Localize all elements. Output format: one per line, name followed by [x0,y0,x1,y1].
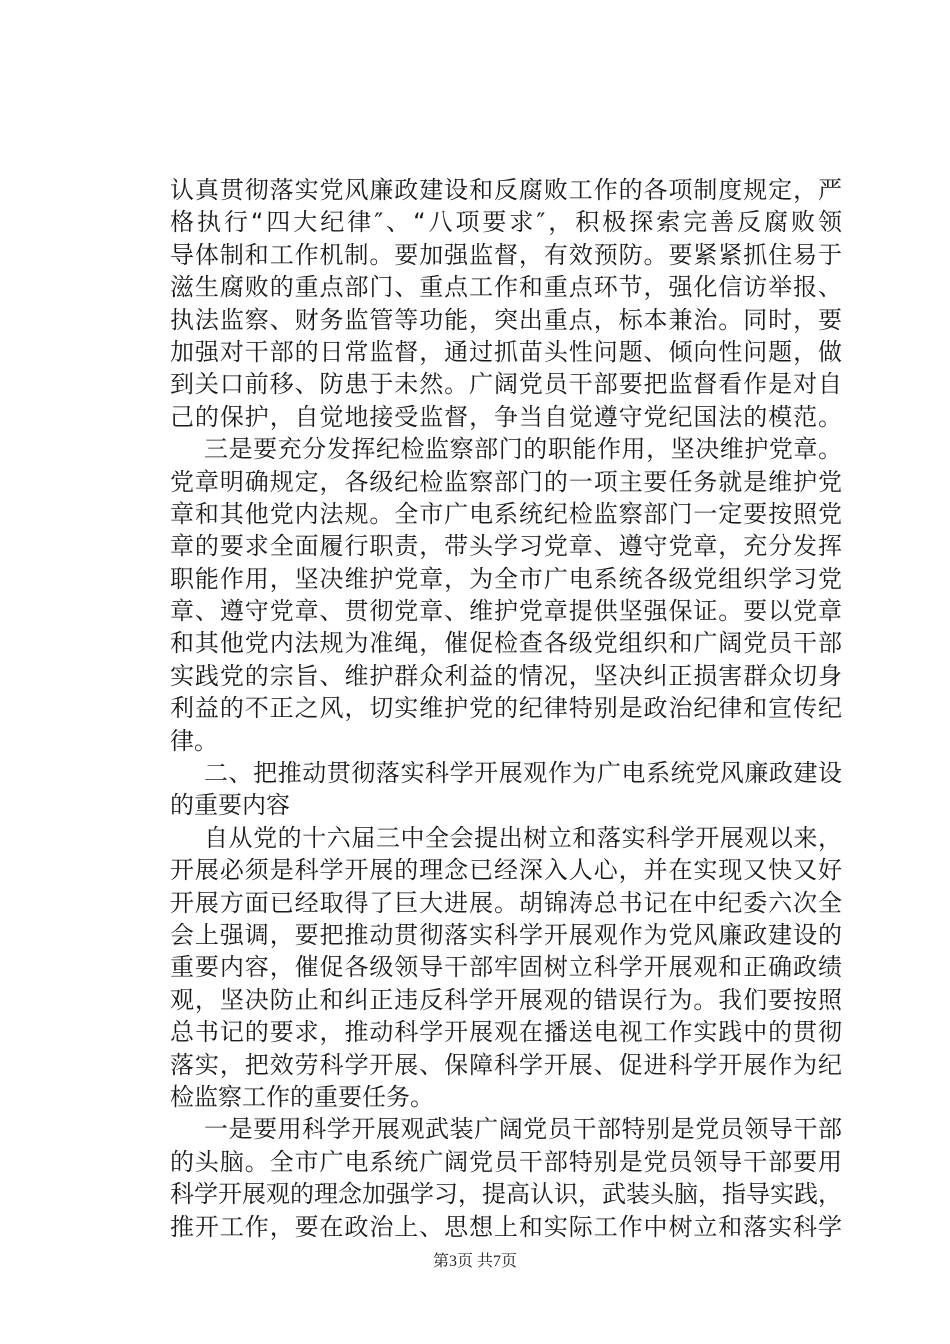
text-line: 导体制和工作机制。要加强监督，有效预防。要紧紧抓住易于 [170,240,842,269]
text-line: 自从党的十六届三中全会提出树立和落实科学开展观以来， [204,823,842,852]
text-line: 推开工作，要在政治上、思想上和实际工作中树立和落实科学 [170,1212,842,1241]
text-line: 的重要内容 [170,791,290,820]
text-line: 和其他党内法规为准绳，催促检查各级党组织和广阔党员干部 [170,629,842,658]
text-line: 己的保护，自觉地接受监督，争当自觉遵守党纪国法的模范。 [170,402,842,431]
text-line: 格执行“四大纪律″、“八项要求″，积极探索完善反腐败领 [170,208,842,237]
text-line: 总书记的要求，推动科学开展观在播送电视工作实践中的贯彻 [170,1018,842,1047]
text-line: 实践党的宗旨、维护群众利益的情况，坚决纠正损害群众切身 [170,661,842,690]
text-line: 律。 [170,726,218,755]
text-line: 会上强调，要把推动贯彻落实科学开展观作为党风廉政建设的 [170,920,842,949]
text-line: 章和其他党内法规。全市广电系统纪检监察部门一定要按照党 [170,499,842,528]
text-line: 一是要用科学开展观武装广阔党员干部特别是党员领导干部 [204,1115,842,1144]
text-line: 二、把推动贯彻落实科学开展观作为广电系统党风廉政建设 [204,759,842,788]
text-line: 重要内容，催促各级领导干部牢固树立科学开展观和正确政绩 [170,953,842,982]
text-line: 到关口前移、防患于未然。广阔党员干部要把监督看作是对自 [170,370,842,399]
text-line: 观，坚决防止和纠正违反科学开展观的错误行为。我们要按照 [170,985,842,1014]
text-line: 三是要充分发挥纪检监察部门的职能作用，坚决维护党章。 [204,435,842,464]
text-line: 开展方面已经取得了巨大进展。胡锦涛总书记在中纪委六次全 [170,888,842,917]
text-line: 党章明确规定，各级纪检监察部门的一项主要任务就是维护党 [170,467,842,496]
text-line: 章的要求全面履行职责，带头学习党章、遵守党章，充分发挥 [170,532,842,561]
text-line: 认真贯彻落实党风廉政建设和反腐败工作的各项制度规定，严 [170,176,842,204]
text-line: 开展必须是科学开展的理念已经深入人心，并在实现又快又好 [170,856,842,885]
page-number: 第3页 共7页 [432,1253,517,1270]
text-line: 落实，把效劳科学开展、保障科学开展、促进科学开展作为纪 [170,1050,842,1079]
text-line: 执法监察、财务监管等功能，突出重点，标本兼治。同时，要 [170,305,842,334]
text-line: 职能作用，坚决维护党章，为全市广电系统各级党组织学习党 [170,564,842,593]
text-line: 的头脑。全市广电系统广阔党员干部特别是党员领导干部要用 [170,1147,842,1176]
text-line: 检监察工作的重要任务。 [170,1082,434,1111]
text-line: 利益的不正之风，切实维护党的纪律特别是政治纪律和宣传纪 [170,694,842,723]
text-line: 滋生腐败的重点部门、重点工作和重点环节，强化信访举报、 [170,273,842,302]
text-line: 加强对干部的日常监督，通过抓苗头性问题、倾向性问题，做 [170,337,842,366]
text-line: 科学开展观的理念加强学习，提高认识，武装头脑，指导实践， [170,1180,842,1209]
document-body [170,174,842,1243]
text-line: 章、遵守党章、贯彻党章、维护党章提供坚强保证。要以党章 [170,597,842,626]
page-footer [0,1248,950,1271]
